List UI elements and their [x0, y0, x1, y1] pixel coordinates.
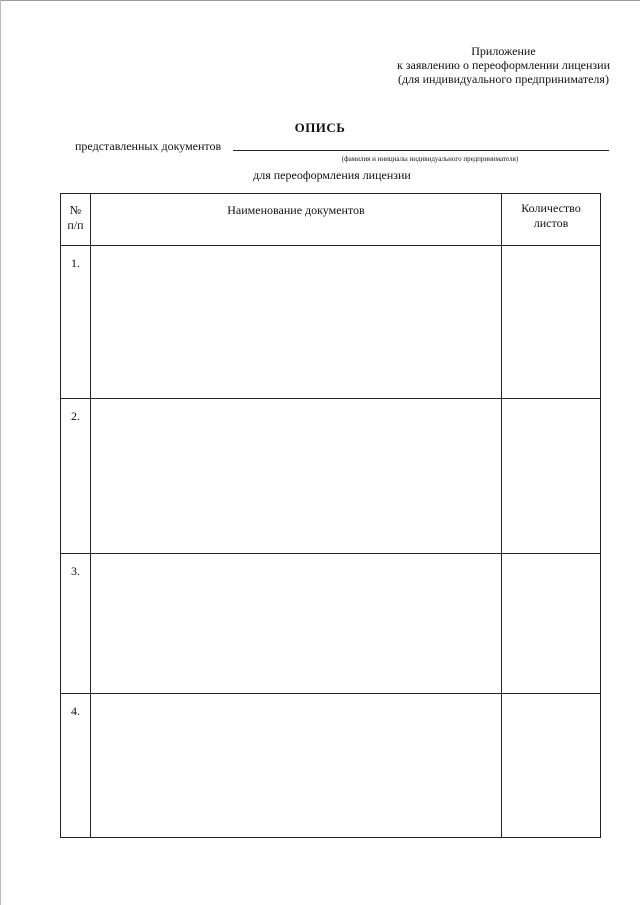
presented-documents-label: представленных документов — [75, 139, 222, 153]
header-number-sign: № — [69, 203, 82, 217]
purpose-text: для переоформления лицензии — [253, 168, 411, 182]
sheet-count-cell[interactable] — [502, 246, 601, 399]
row-number: 2. — [61, 399, 91, 554]
page-edge-top — [0, 0, 640, 1]
header-sheet-count — [502, 194, 601, 246]
sheet-count-cell[interactable] — [502, 554, 601, 694]
document-name-cell[interactable] — [91, 694, 502, 838]
document-title: ОПИСЬ — [294, 120, 346, 135]
table-row — [61, 554, 601, 694]
table-header-row — [61, 194, 601, 246]
header-number — [61, 194, 91, 246]
document-name-cell[interactable] — [91, 246, 502, 399]
row-number: 4. — [61, 694, 91, 838]
header-count-line1: Количество — [521, 201, 581, 215]
document-name-cell[interactable] — [91, 399, 502, 554]
header-document-name: Наименование документов — [91, 194, 502, 246]
row-number: 3. — [61, 554, 91, 694]
table-row — [61, 694, 601, 838]
purpose-line — [0, 168, 640, 183]
table-row — [61, 399, 601, 554]
appendix-reference: к заявлению о переоформлении лицензии — [396, 58, 610, 72]
appendix-title: Приложение — [471, 44, 536, 58]
row-number: 1. — [61, 246, 91, 399]
documents-table — [60, 193, 601, 838]
table-row — [61, 246, 601, 399]
appendix-subject: (для индивидуального предпринимателя) — [398, 72, 609, 86]
header-count-line2: листов — [533, 216, 569, 230]
appendix-header — [397, 44, 610, 86]
entrepreneur-name-line[interactable] — [233, 150, 609, 151]
sheet-count-cell[interactable] — [502, 399, 601, 554]
entrepreneur-name-caption: (фамилия и инициалы индивидуального предпринимателя) — [341, 155, 519, 163]
sheet-count-cell[interactable] — [502, 694, 601, 838]
document-name-cell[interactable] — [91, 554, 502, 694]
header-number-abbr: п/п — [67, 218, 84, 232]
